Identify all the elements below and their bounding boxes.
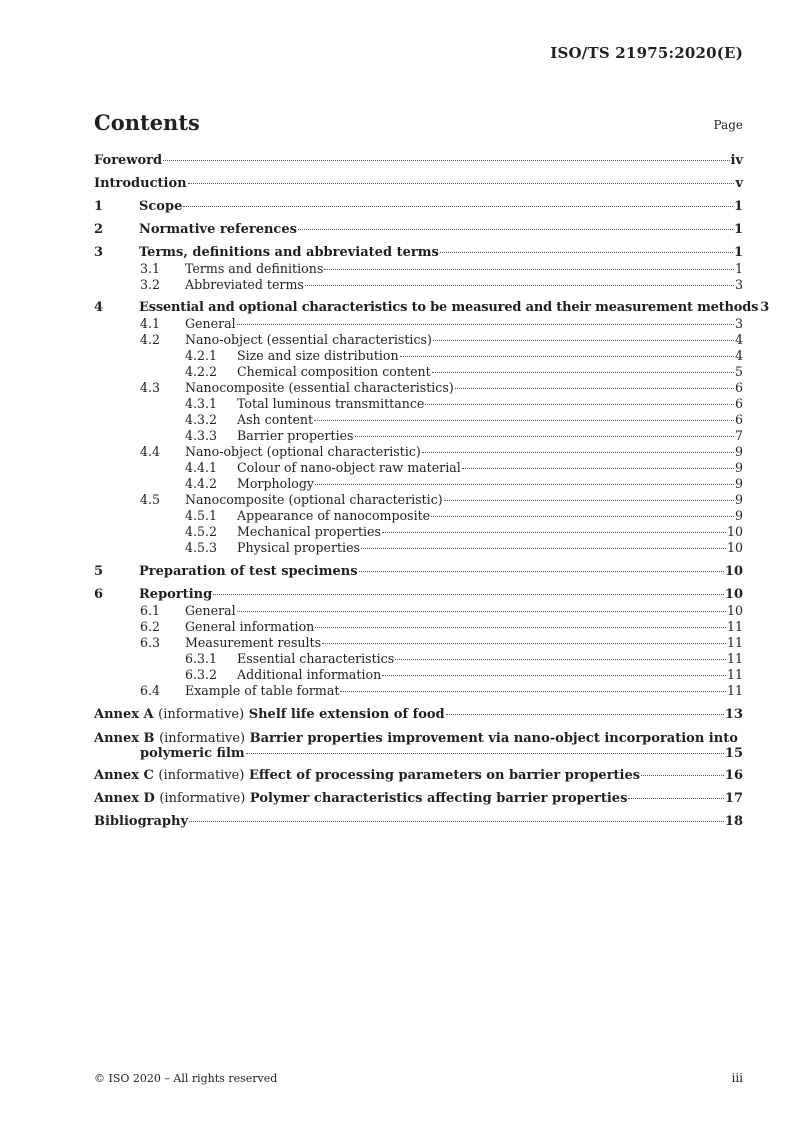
toc-entry-3-1[interactable]: 3.1 Terms and definitions 1 — [140, 261, 743, 276]
toc-entry-introduction[interactable]: Introduction v — [94, 176, 743, 191]
toc-entry-4-5-2[interactable]: 4.5.2 Mechanical properties 10 — [185, 524, 743, 539]
toc-entry-annex-d[interactable]: Annex D (informative) Polymer characteristics affecting barrier properties 17 — [94, 791, 743, 806]
toc-entry-4-1[interactable]: 4.1 General 3 — [140, 316, 743, 331]
toc-entry-6[interactable]: 6 Reporting 10 — [94, 587, 743, 602]
toc-entry-6-2[interactable]: 6.2 General information 11 — [140, 619, 743, 634]
document-id: ISO/TS 21975:2020(E) — [550, 44, 743, 62]
toc-entry-1[interactable]: 1 Scope 1 — [94, 199, 743, 214]
toc-entry-3-2[interactable]: 3.2 Abbreviated terms 3 — [140, 277, 743, 292]
toc-entry-6-4[interactable]: 6.4 Example of table format 11 — [140, 683, 743, 698]
toc-entry-6-3-2[interactable]: 6.3.2 Additional information 11 — [185, 667, 743, 682]
toc-entry-4-3-1[interactable]: 4.3.1 Total luminous transmittance 6 — [185, 396, 743, 411]
toc-entry-4-4-2[interactable]: 4.4.2 Morphology 9 — [185, 476, 743, 491]
toc-entry-2[interactable]: 2 Normative references 1 — [94, 222, 743, 237]
toc-entry-3[interactable]: 3 Terms, definitions and abbreviated terms 1 — [94, 245, 743, 260]
toc-entry-4-2[interactable]: 4.2 Nano-object (essential characteristics) 4 — [140, 332, 743, 347]
toc-entry-annex-b[interactable]: Annex B (informative) Barrier properties improvement via nano-object incorporation into polymeric film 15 — [94, 731, 743, 761]
toc-entry-annex-c[interactable]: Annex C (informative) Effect of processing parameters on barrier properties 16 — [94, 768, 743, 783]
toc-entry-4-3-3[interactable]: 4.3.3 Barrier properties 7 — [185, 428, 743, 443]
toc-entry-bibliography[interactable]: Bibliography 18 — [94, 814, 743, 829]
toc-entry-4[interactable]: 4 Essential and optional characteristics to be measured and their measurement methods 3 — [94, 300, 770, 315]
toc-entry-6-1[interactable]: 6.1 General 10 — [140, 603, 743, 618]
page-number: iii — [731, 1071, 743, 1085]
page-title: Contents — [94, 110, 200, 135]
toc-entry-4-5-3[interactable]: 4.5.3 Physical properties 10 — [185, 540, 743, 555]
toc-entry-foreword[interactable]: Foreword iv — [94, 153, 743, 168]
page-column-label: Page — [713, 118, 743, 132]
toc-entry-4-2-1[interactable]: 4.2.1 Size and size distribution 4 — [185, 348, 743, 363]
toc-entry-5[interactable]: 5 Preparation of test specimens 10 — [94, 564, 743, 579]
toc-entry-6-3-1[interactable]: 6.3.1 Essential characteristics 11 — [185, 651, 743, 666]
toc-entry-4-4[interactable]: 4.4 Nano-object (optional characteristic) 9 — [140, 444, 743, 459]
toc-entry-6-3[interactable]: 6.3 Measurement results 11 — [140, 635, 743, 650]
toc-entry-4-2-2[interactable]: 4.2.2 Chemical composition content 5 — [185, 364, 743, 379]
table-of-contents — [94, 153, 770, 830]
toc-entry-4-4-1[interactable]: 4.4.1 Colour of nano-object raw material 9 — [185, 460, 743, 475]
toc-entry-4-5-1[interactable]: 4.5.1 Appearance of nanocomposite 9 — [185, 508, 743, 523]
toc-entry-4-5[interactable]: 4.5 Nanocomposite (optional characteristic) 9 — [140, 492, 743, 507]
toc-entry-4-3-2[interactable]: 4.3.2 Ash content 6 — [185, 412, 743, 427]
toc-entry-annex-a[interactable]: Annex A (informative) Shelf life extension of food 13 — [94, 707, 743, 722]
toc-entry-4-3[interactable]: 4.3 Nanocomposite (essential characteristics) 6 — [140, 380, 743, 395]
copyright-notice: © ISO 2020 – All rights reserved — [94, 1072, 278, 1085]
